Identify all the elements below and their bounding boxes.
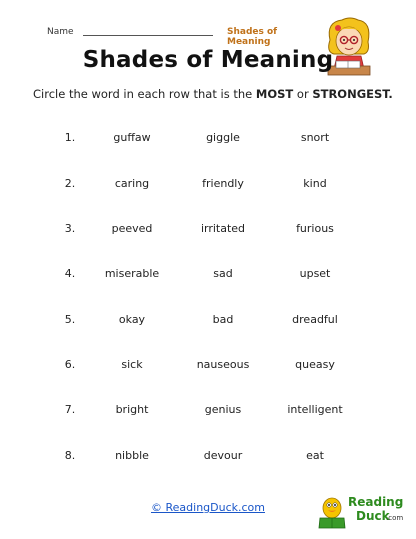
word-option[interactable]: friendly [202,177,244,190]
word-option[interactable]: furious [296,222,334,235]
name-label: Name [47,27,74,37]
duck-icon [319,498,345,528]
logo-suffix: .com [386,514,404,522]
page-title: Shades of Meaning [82,47,334,73]
row-number: 7. [64,403,76,416]
instructions-or: or [293,87,313,101]
readingduck-logo [318,486,410,532]
word-option[interactable]: queasy [295,358,335,371]
word-row [0,222,416,238]
row-number: 6. [64,358,76,371]
row-number: 4. [64,267,76,280]
word-row [0,267,416,283]
word-option[interactable]: snort [300,131,330,144]
word-option[interactable]: okay [118,313,146,326]
word-option[interactable]: caring [114,177,150,190]
instructions-text: Circle the word in each row that is the [33,87,256,101]
word-option[interactable]: kind [303,177,327,190]
instructions-most: MOST [255,87,294,101]
word-option[interactable]: eat [306,449,324,462]
word-option[interactable]: sick [121,358,143,371]
word-row [0,177,416,193]
row-number: 2. [64,177,76,190]
instructions-strongest: STRONGEST. [312,87,393,101]
word-option[interactable]: sad [213,267,233,280]
word-row [0,358,416,374]
word-option[interactable]: miserable [104,267,160,280]
logo-word-reading: Reading [348,495,404,509]
word-option[interactable]: devour [203,449,243,462]
word-option[interactable]: intelligent [287,403,343,416]
row-number: 3. [64,222,76,235]
word-option[interactable]: dreadful [292,313,338,326]
logo-word-duck: Duck [356,509,390,523]
row-number: 8. [64,449,76,462]
word-option[interactable]: genius [204,403,242,416]
word-option[interactable]: nauseous [196,358,250,371]
header-small-title: Shades of Meaning [227,27,278,47]
word-row [0,449,416,465]
word-option[interactable]: bright [115,403,149,416]
word-option[interactable]: upset [299,267,331,280]
word-row [0,403,416,419]
readingduck-link[interactable]: © ReadingDuck.com [151,501,265,514]
word-option[interactable]: guffaw [113,131,151,144]
word-option[interactable]: bad [212,313,234,326]
word-option[interactable]: irritated [200,222,246,235]
word-row [0,131,416,147]
word-option[interactable]: giggle [206,131,240,144]
row-number: 5. [64,313,76,326]
row-number: 1. [64,131,76,144]
word-option[interactable]: peeved [111,222,153,235]
word-row [0,313,416,329]
word-option[interactable]: nibble [115,449,149,462]
